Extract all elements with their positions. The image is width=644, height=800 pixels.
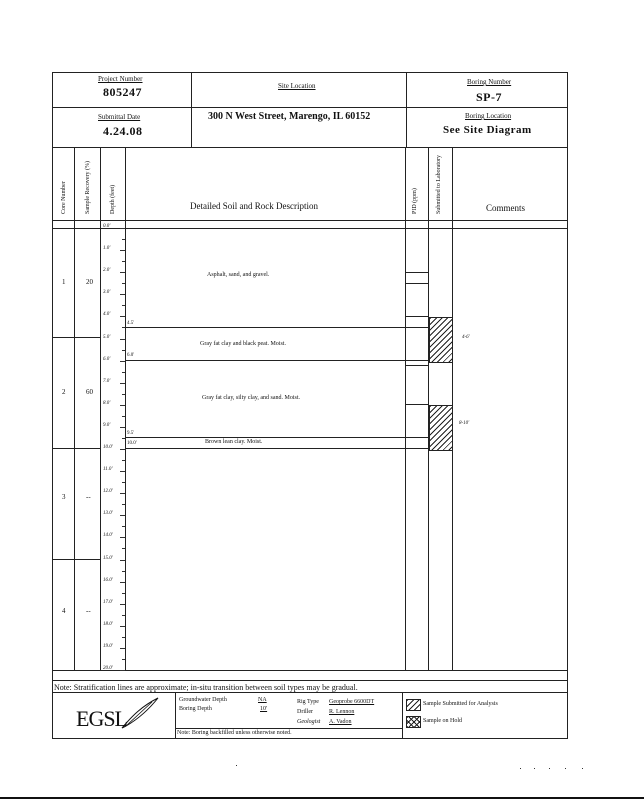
stratum-2-bottom: 6.0' (127, 353, 135, 358)
depth-minor-tick (122, 305, 125, 306)
depth-label: 18.0' (103, 621, 113, 627)
core-1-number: 1 (62, 278, 66, 286)
project-number: 805247 (103, 85, 142, 99)
depth-label: 6.0' (103, 356, 111, 362)
depth-tick (120, 515, 125, 516)
depth-tick (120, 383, 125, 384)
depth-tick (120, 493, 125, 494)
boring-number-label: Boring Number (467, 78, 512, 86)
stratum-4-bottom: 10.0' (127, 441, 137, 446)
boring-depth-label: Boring Depth (179, 706, 212, 712)
core-3-number: 3 (62, 493, 66, 501)
depth-label: 5.0' (103, 334, 111, 340)
driller: R. Lennon (329, 709, 355, 715)
geologist: A. Vadon (329, 719, 352, 725)
depth-tick (120, 405, 125, 406)
depth-minor-tick (122, 593, 125, 594)
depth-label: 16.0' (103, 577, 113, 583)
depth-label: 15.0' (103, 555, 113, 561)
depth-tick (120, 294, 125, 295)
boring-location-label: Boring Location (465, 112, 512, 120)
stratum-4-description: Brown lean clay. Moist. (205, 439, 263, 445)
depth-label: 17.0' (103, 599, 113, 605)
legend-held-swatch (406, 716, 421, 728)
col-depth: Depth (feet) (110, 184, 116, 214)
depth-minor-tick (122, 504, 125, 505)
depth-label: 3.0' (103, 290, 111, 296)
depth-label: 10.0' (103, 445, 113, 450)
depth-minor-tick (122, 283, 125, 284)
depth-minor-tick (122, 350, 125, 351)
stratum-1-description: Asphalt, sand, and gravel. (207, 272, 270, 278)
col-submitted-lab: Submitted to Laboratory (436, 155, 442, 214)
core-3-recovery: -- (86, 493, 91, 501)
depth-tick (120, 582, 125, 583)
core-2-number: 2 (62, 388, 66, 396)
groundwater-depth-label: Groundwater Depth (179, 697, 227, 703)
egsl-logo: EGSL (76, 706, 127, 731)
depth-minor-tick (122, 482, 125, 483)
depth-minor-tick (122, 416, 125, 417)
lab-sample-2-depth: 8-10' (459, 421, 470, 426)
core-4-recovery: -- (86, 607, 91, 615)
depth-tick (120, 648, 125, 649)
col-description: Detailed Soil and Rock Description (190, 201, 318, 211)
depth-tick (120, 316, 125, 317)
depth-label: 11.0' (103, 467, 113, 473)
depth-minor-tick (122, 637, 125, 638)
depth-label: 4.0' (103, 312, 111, 318)
depth-tick (120, 427, 125, 428)
depth-minor-tick (122, 526, 125, 527)
stratum-1-bottom: 4.5' (127, 321, 135, 326)
depth-label: 0.0' (103, 224, 111, 229)
submittal-date: 4.24.08 (103, 124, 143, 138)
col-pid: PID (ppm) (412, 188, 418, 214)
depth-tick (120, 604, 125, 605)
boring-number: SP-7 (476, 90, 502, 104)
boring-depth: 10' (260, 706, 268, 712)
legend-held-label: Sample on Hold (423, 718, 462, 724)
depth-minor-tick (122, 372, 125, 373)
depth-label: 13.0' (103, 511, 113, 517)
depth-label: 2.0' (103, 268, 111, 274)
depth-tick (120, 560, 125, 561)
lab-sample-1-hatch (429, 317, 453, 363)
lab-sample-1-depth: 4-6' (462, 335, 470, 340)
site-location-label: Site Location (278, 82, 316, 90)
depth-tick (120, 228, 125, 229)
stratum-2-description: Gray fat clay and black peat. Moist. (200, 341, 286, 347)
geologist-label: Geologist (297, 719, 321, 725)
depth-label: 12.0' (103, 489, 113, 495)
depth-tick (120, 537, 125, 538)
boring-location: See Site Diagram (443, 124, 532, 136)
depth-minor-tick (122, 438, 125, 439)
groundwater-depth: NA (258, 697, 267, 703)
legend-submitted-swatch (406, 699, 421, 711)
depth-label: 14.0' (103, 533, 113, 539)
core-1-recovery: 20 (86, 278, 93, 286)
col-comments: Comments (486, 203, 526, 213)
col-sample-recovery: Sample Recovery (%) (85, 161, 91, 214)
submittal-date-label: Submittal Date (98, 113, 141, 121)
feather-logo-icon (120, 696, 160, 730)
depth-minor-tick (122, 571, 125, 572)
legend-submitted-label: Sample Submitted for Analysis (423, 701, 498, 707)
site-location: 300 N West Street, Marengo, IL 60152 (208, 111, 371, 122)
depth-minor-tick (122, 548, 125, 549)
core-4-number: 4 (62, 607, 66, 615)
depth-tick (120, 670, 125, 671)
depth-minor-tick (122, 659, 125, 660)
depth-label: 1.0' (103, 246, 111, 252)
depth-tick (120, 626, 125, 627)
backfill-note: Note: Boring backfilled unless otherwise noted. (177, 730, 292, 736)
depth-label: 20.0' (103, 666, 113, 671)
depth-tick (120, 250, 125, 251)
depth-tick (120, 272, 125, 273)
depth-tick (120, 339, 125, 340)
depth-label: 8.0' (103, 400, 111, 406)
driller-label: Driller (297, 709, 313, 715)
depth-tick (120, 471, 125, 472)
rig-type-label: Rig Type (297, 699, 319, 705)
depth-label: 9.0' (103, 422, 111, 428)
depth-tick (120, 449, 125, 450)
core-2-recovery: 60 (86, 388, 93, 396)
stratum-3-bottom: 9.5' (127, 431, 135, 436)
depth-minor-tick (122, 394, 125, 395)
depth-label: 7.0' (103, 378, 111, 384)
lab-sample-2-hatch (429, 405, 453, 451)
stratum-3-description: Gray fat clay, silty clay, and sand. Moist. (202, 395, 301, 401)
depth-minor-tick (122, 261, 125, 262)
depth-minor-tick (122, 239, 125, 240)
depth-minor-tick (122, 460, 125, 461)
stratification-note: Note: Stratification lines are approximate; in-situ transition between soil types may be gradual. (54, 683, 358, 692)
col-core-number: Core Number (61, 181, 67, 214)
depth-label: 19.0' (103, 643, 113, 649)
project-number-label: Project Number (98, 75, 143, 83)
rig-type: Geoprobe 6600DT (329, 699, 375, 705)
depth-minor-tick (122, 615, 125, 616)
